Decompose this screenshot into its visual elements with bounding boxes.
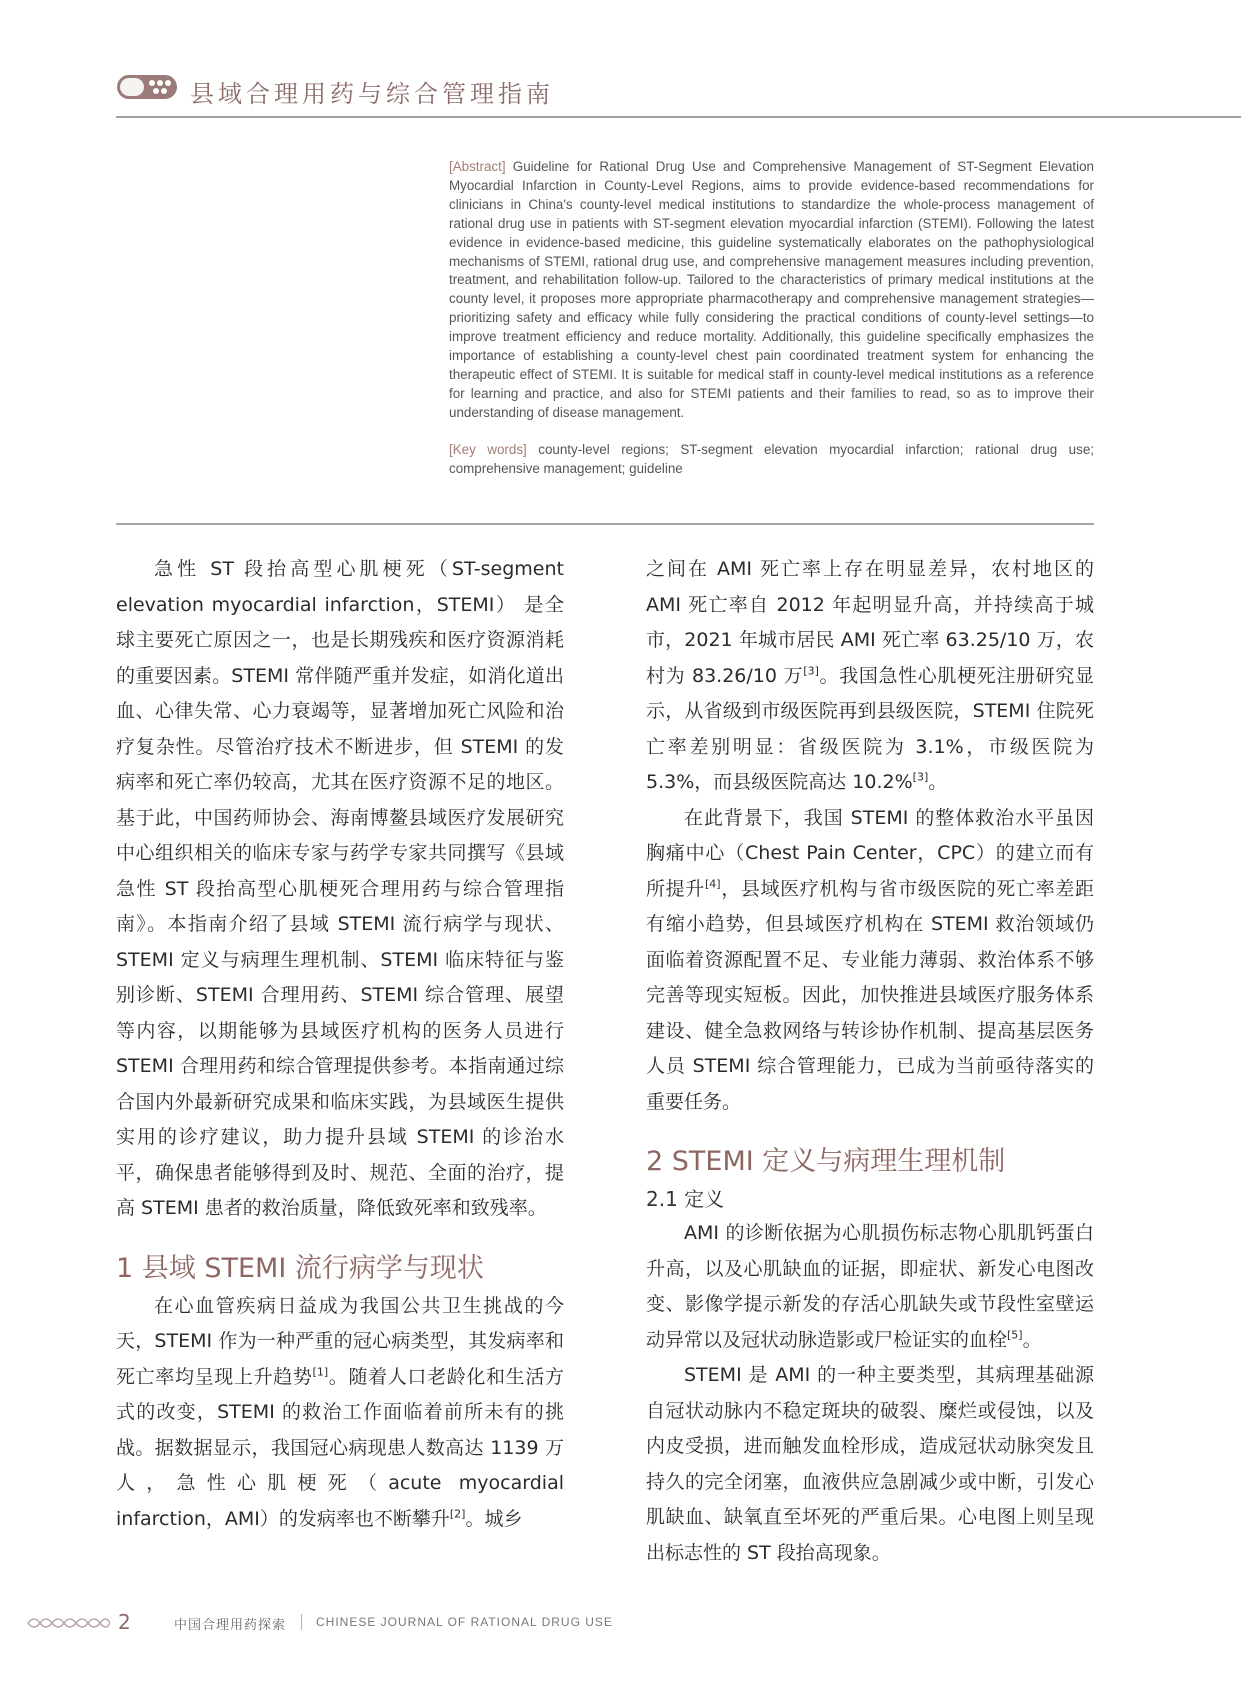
abstract-paragraph [449, 158, 1094, 423]
citation-1: [1] [312, 1365, 329, 1379]
section-1-text-a: 在心血管疾病日益成为我国公共卫生挑战的今天，STEMI 作为一种严重的冠心病类型，其发病率和死亡率均呈现上升趋势 [116, 1294, 564, 1388]
journal-name-cn: 中国合理用药探索 [174, 1618, 287, 1633]
definition-text-b: 。 [1022, 1328, 1042, 1351]
abstract-text: Guideline for Rational Drug Use and Comprehensive Management of ST-Segment Elevation Myocardial Infarction in County-Level Regions, aims to provide evidence-based recommendations for clinicians in China's county-level medical institutions to standardize the whole-process management of rational drug use in patients with ST-segment elevation myocardial infarction (STEMI). Following the latest evidence in evidence-based medicine, this guideline systematically elaborates on the pathophysiological mechanisms of STEMI, rational drug use, and comprehensive management measures including prevention, treatment, and rehabilitation follow-up. Tailored to the characteristics of primary medical institutions at the county level, it proposes more appropriate pharmacotherapy and comprehensive management strategies—prioritizing safety and efficacy while fully considering the practical conditions of county-level settings—to improve treatment efficiency and reduce mortality. Additionally, this guideline specifically emphasizes the importance of establishing a county-level chest pain coordinated treatment system for enhancing the therapeutic effect of STEMI. It is suitable for medical staff in county-level medical institutions as a reference for learning and practice, and also for STEMI patients and their families to read, so as to improve their understanding of disease management. [449, 159, 1094, 420]
journal-name-en: CHINESE JOURNAL OF RATIONAL DRUG USE [316, 1615, 613, 1629]
section-2-heading: 2 STEMI 定义与病理生理机制 [646, 1146, 1006, 1177]
intro-paragraph: 急性 ST 段抬高型心肌梗死（ST-segment elevation myocardial infarction，STEMI） 是全球主要死亡原因之一，也是长期残疾和医疗资源消耗的重要因素。STEMI 常伴随严重并发症，如消化道出血、心律失常、心力衰竭等，显著增加死亡风险和治疗复杂性。尽管治疗技术不断进步，但 STEMI 的发病率和死亡率仍较高，尤其在医疗资源不足的地区。基于此，中国药师协会、海南博鳌县域医疗发展研究中心组织相关的临床专家与药学专家共同撰写《县域急性 ST 段抬高型心肌梗死合理用药与综合管理指南》。本指南介绍了县域 STEMI 流行病学与现状、STEMI 定义与病理生理机制、STEMI 临床特征与鉴别诊断、STEMI 合理用药、STEMI 综合管理、展望等内容，以期能够为县域医疗机构的医务人员进行 STEMI 合理用药和综合管理提供参考。本指南通过综合国内外最新研究成果和临床实践，为县域医生提供实用的诊疗建议，助力提升县域 STEMI 的诊治水平，确保患者能够得到及时、规范、全面的治疗，提高 STEMI 患者的救治质量，降低致死率和致残率。 [116, 558, 564, 1219]
continued-paragraph [646, 552, 1094, 801]
section-1-heading: 1 县域 STEMI 流行病学与现状 [116, 1252, 484, 1284]
continued-text-a: 之间在 AMI 死亡率上存在明显差异，农村地区的 AMI 死亡率自 2012 年起明显升高，并持续高于城市，2021 年城市居民 AMI 死亡率 63.25/10 万，农村为 83.26/10 万 [646, 558, 1094, 687]
cpc-text-b: ，县域医疗机构与省市级医院的死亡率差距有缩小趋势，但县域医疗机构在 STEMI 救治领域仍面临着资源配置不足、专业能力薄弱、救治体系不够完善等现实短板。因此，加快推进县域医疗服务体系建设、健全急救网络与转诊协作机制、提高基层医务人员 STEMI 综合管理能力，已成为当前亟待落实的重要任务。 [646, 877, 1094, 1113]
footer-separator [301, 1614, 302, 1630]
page-footer [26, 1610, 726, 1638]
cpc-paragraph [646, 801, 1094, 1121]
definition-text-a: AMI 的诊断依据为心肌损伤标志物心肌肌钙蛋白升高，以及心肌缺血的证据，即症状、新发心电图改变、影像学提示新发的存活心肌缺失或节段性室壁运动异常以及冠状动脉造影或尸检证实的血栓 [646, 1222, 1094, 1351]
citation-2: [2] [449, 1507, 466, 1521]
definition-paragraph [646, 1216, 1094, 1358]
header-divider [116, 116, 1241, 118]
abstract-block [449, 158, 1094, 479]
cpc-text-a: 在此背景下，我国 STEMI 的整体救治水平虽因胸痛中心（Chest Pain Center，CPC）的建立而有所提升 [646, 806, 1094, 900]
citation-5: [5] [1007, 1328, 1023, 1342]
citation-3a: [3] [803, 664, 819, 678]
citation-3b: [3] [912, 770, 929, 784]
running-header-title: 县域合理用药与综合管理指南 [190, 80, 554, 108]
abstract-divider [116, 523, 1094, 525]
journal-logo-icon [116, 72, 180, 102]
left-column [116, 552, 564, 1537]
wave-ornament-icon [26, 1614, 110, 1632]
section-1-text-c: 。城乡 [465, 1507, 523, 1530]
section-1-text-b: 。随着人口老龄化和生活方式的改变，STEMI 的救治工作面临着前所未有的挑战。据数据显示，我国冠心病现患人数高达 1139 万人，急性心肌梗死（acute myocardial infarction，AMI）的发病率也不断攀升 [116, 1365, 564, 1530]
citation-4: [4] [704, 877, 721, 891]
section-1-paragraph [116, 1289, 564, 1538]
section-2-1-heading: 2.1 定义 [646, 1187, 725, 1211]
pathology-paragraph: STEMI 是 AMI 的一种主要类型，其病理基础源自冠状动脉内不稳定斑块的破裂、糜烂或侵蚀，以及内皮受损，进而触发血栓形成，造成冠状动脉突发且持久的完全闭塞，血液供应急剧减少或中断，引发心肌缺血、缺氧直至坏死的严重后果。心电图上则呈现出标志性的 ST 段抬高现象。 [646, 1364, 1094, 1564]
right-column [646, 552, 1094, 1571]
continued-text-b: 。我国急性心肌梗死注册研究显示，从省级到市级医院再到县级医院，STEMI 住院死亡率差别明显：省级医院为 3.1%，市级医院为 5.3%，而县级医院高达 10.2% [646, 664, 1094, 793]
page-header [116, 70, 1241, 120]
keywords-text: county-level regions; ST-segment elevation myocardial infarction; rational drug use; comprehensive management; guideline [449, 441, 1094, 476]
continued-text-c: 。 [928, 771, 948, 793]
keywords-paragraph [449, 441, 1094, 479]
keywords-tag: [Key words] [449, 441, 527, 457]
abstract-tag: [Abstract] [449, 159, 506, 174]
page-number: 2 [118, 1610, 131, 1634]
